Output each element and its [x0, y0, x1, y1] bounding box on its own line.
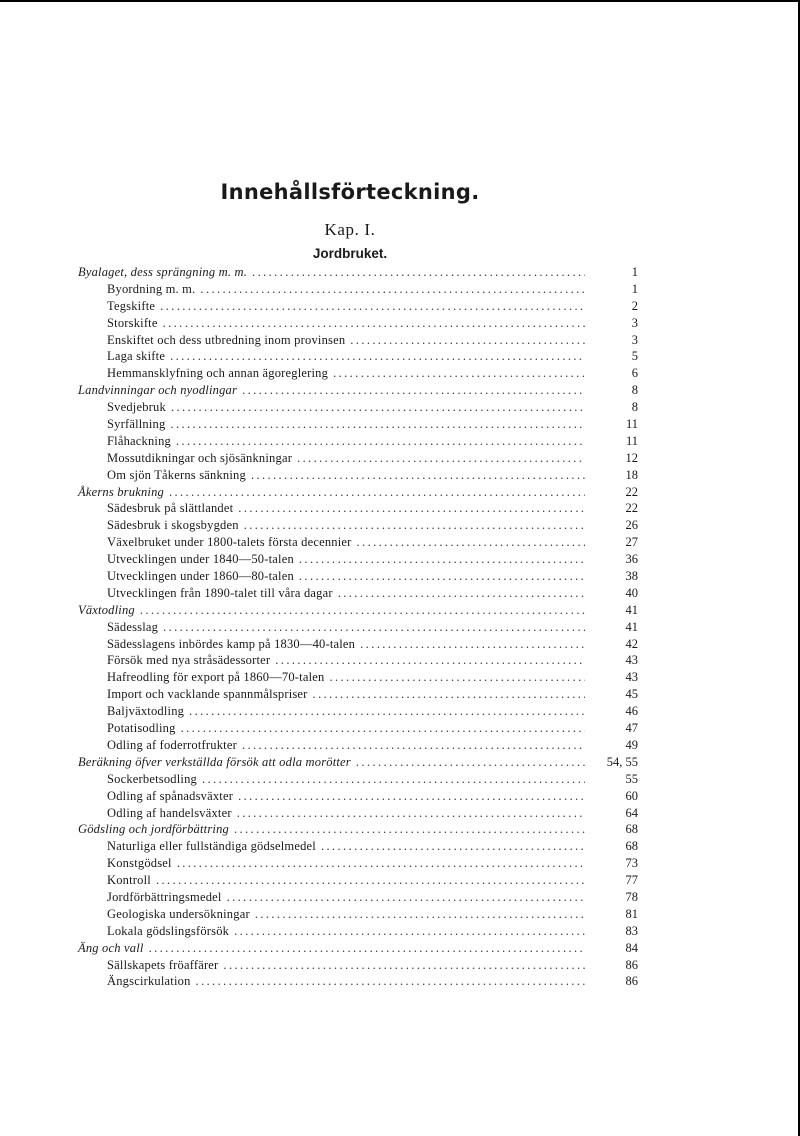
toc-section-entry [78, 754, 638, 771]
toc-entry-title: Odling af handelsväxter [107, 805, 232, 820]
dot-leader [329, 669, 585, 686]
toc-entry-title: Laga skifte [107, 349, 166, 364]
toc-entry [78, 788, 638, 805]
dot-leader [255, 906, 585, 923]
dot-leader [149, 940, 585, 957]
toc-entry-title: Svedjebruk [107, 400, 166, 415]
toc-entry-title: Import och vacklande spannmålspriser [107, 687, 308, 702]
toc-entry [78, 720, 638, 737]
toc-entry-page: 8 [631, 400, 638, 415]
toc-entry [78, 399, 638, 416]
toc-entry-title: Geologiska undersökningar [107, 906, 250, 921]
toc-entry-title: Landvinningar och nyodlingar [78, 383, 238, 398]
dot-leader [313, 686, 585, 703]
toc-entry-page: 22 [625, 484, 638, 499]
chapter-heading: Kap. I. [324, 220, 376, 239]
toc-entry-page: 55 [625, 771, 638, 786]
toc-entry-title: Hafreodling för export på 1860—70-talen [107, 670, 325, 685]
toc-entry [78, 889, 638, 906]
toc-entry [78, 517, 638, 534]
toc-entry-page: 64 [625, 805, 638, 820]
toc-entry-title: Byordning m. m. [107, 281, 196, 296]
toc-section-entry [78, 264, 638, 281]
toc-entry-page: 40 [625, 585, 638, 600]
dot-leader [252, 264, 585, 281]
toc-entry-page: 86 [625, 957, 638, 972]
toc-entry-page: 41 [625, 619, 638, 634]
dot-leader [177, 855, 585, 872]
toc-entry-title: Sädesslag [107, 619, 159, 634]
dot-leader [356, 754, 585, 771]
toc-entry [78, 957, 638, 974]
dot-leader [238, 500, 585, 517]
dot-leader [160, 298, 585, 315]
toc-entry-title: Hemmansklyfning och annan ägoreglering [107, 366, 329, 381]
toc-entry-title: Byalaget, dess sprängning m. m. [78, 265, 248, 279]
dot-leader [163, 619, 585, 636]
toc-entry-title: Tegskifte [107, 298, 156, 313]
dot-leader [242, 382, 585, 399]
toc-entry-page: 1 [631, 265, 638, 279]
dot-leader [242, 737, 585, 754]
toc-section-entry [78, 382, 638, 399]
toc-entry-page: 54, 55 [606, 754, 638, 769]
dot-leader [338, 585, 585, 602]
toc-entry [78, 450, 638, 467]
toc-entry-page: 43 [625, 670, 638, 685]
toc-entry-page: 45 [625, 687, 638, 702]
toc-entry-title: Konstgödsel [107, 856, 172, 871]
toc-entry-title: Sädesslagens inbördes kamp på 1830—40-talen [107, 636, 356, 651]
toc-entry-page: 11 [625, 417, 638, 432]
toc-entry [78, 534, 638, 551]
toc-entry-title: Storskifte [107, 315, 158, 330]
toc-entry-page: 46 [625, 704, 638, 719]
toc-entry-title: Potatisodling [107, 721, 176, 736]
dot-leader [200, 281, 585, 298]
toc-entry-page: 6 [631, 366, 638, 381]
dot-leader [299, 568, 585, 585]
toc-entry-page: 5 [631, 349, 638, 364]
dot-leader [171, 399, 585, 416]
toc-section-entry [78, 484, 638, 501]
dot-leader [170, 416, 585, 433]
dot-leader [156, 872, 585, 889]
dot-leader [140, 602, 585, 619]
page-edge-top [0, 0, 800, 2]
dot-leader [357, 534, 585, 551]
toc-entry-page: 60 [625, 788, 638, 803]
toc-entry-title: Enskiftet och dess utbredning inom provinsen [107, 332, 346, 347]
dot-leader [275, 652, 585, 669]
dot-leader [360, 636, 585, 653]
toc-entry-page: 49 [625, 737, 638, 752]
toc-entry [78, 652, 638, 669]
toc-entry-page: 86 [625, 974, 638, 989]
table-of-contents [78, 264, 638, 990]
toc-entry [78, 568, 638, 585]
toc-entry-page: 77 [625, 873, 638, 888]
toc-entry-page: 41 [625, 602, 638, 617]
toc-entry [78, 973, 638, 990]
toc-entry [78, 365, 638, 382]
dot-leader [176, 433, 585, 450]
toc-entry-title: Beräkning öfver verkställda försök att odla morötter [78, 754, 351, 769]
toc-entry-page: 36 [625, 552, 638, 567]
dot-leader [244, 517, 585, 534]
toc-entry [78, 872, 638, 889]
dot-leader [321, 838, 585, 855]
toc-entry [78, 771, 638, 788]
toc-entry-title: Utvecklingen under 1840—50-talen [107, 552, 294, 567]
section-heading: Jordbruket. [312, 246, 388, 261]
toc-entry-title: Sädesbruk på slättlandet [107, 501, 234, 516]
toc-entry [78, 332, 638, 349]
toc-entry [78, 906, 638, 923]
toc-entry-title: Odling af foderrotfrukter [107, 737, 237, 752]
dot-leader [297, 450, 585, 467]
toc-section-entry [78, 940, 638, 957]
toc-entry [78, 636, 638, 653]
toc-entry-page: 73 [625, 856, 638, 871]
toc-entry-title: Försök med nya stråsädessorter [107, 653, 271, 668]
toc-entry-page: 47 [625, 721, 638, 736]
dot-leader [223, 957, 585, 974]
toc-entry-page: 18 [625, 467, 638, 482]
toc-entry-title: Växtodling [78, 602, 135, 617]
toc-entry-page: 3 [631, 315, 638, 330]
toc-entry-title: Ängscirkulation [107, 974, 191, 989]
toc-entry-title: Syrfällning [107, 417, 166, 432]
toc-entry-page: 84 [625, 940, 638, 955]
toc-entry [78, 416, 638, 433]
toc-entry-page: 78 [625, 889, 638, 904]
toc-entry-title: Lokala gödslingsförsök [107, 923, 230, 938]
toc-entry-page: 22 [625, 501, 638, 516]
dot-leader [181, 720, 585, 737]
toc-entry [78, 923, 638, 940]
toc-section-entry [78, 602, 638, 619]
toc-entry-page: 3 [631, 332, 638, 347]
page-title: Innehållsförteckning. [220, 180, 480, 204]
toc-entry [78, 855, 638, 872]
toc-entry-page: 68 [625, 822, 638, 837]
dot-leader [251, 467, 585, 484]
toc-entry-title: Kontroll [107, 873, 151, 888]
toc-entry-page: 83 [625, 923, 638, 938]
toc-entry-page: 2 [631, 298, 638, 313]
toc-entry [78, 298, 638, 315]
dot-leader [237, 805, 585, 822]
dot-leader [234, 821, 585, 838]
toc-entry-page: 38 [625, 569, 638, 584]
toc-entry-title: Åkerns brukning [78, 484, 164, 499]
toc-entry [78, 433, 638, 450]
toc-entry-page: 81 [625, 906, 638, 921]
toc-entry [78, 737, 638, 754]
toc-entry [78, 619, 638, 636]
dot-leader [227, 889, 585, 906]
dot-leader [202, 771, 585, 788]
toc-entry-page: 26 [625, 518, 638, 533]
toc-entry-page: 1 [631, 281, 638, 296]
toc-entry-title: Växelbruket under 1800-talets första decennier [107, 535, 352, 550]
toc-entry-title: Sällskapets fröaffärer [107, 957, 219, 972]
toc-entry-title: Om sjön Tåkerns sänkning [107, 467, 246, 482]
toc-entry-page: 12 [625, 450, 638, 465]
toc-entry [78, 467, 638, 484]
toc-entry [78, 500, 638, 517]
toc-entry [78, 686, 638, 703]
toc-entry-page: 27 [625, 535, 638, 550]
dot-leader [234, 923, 585, 940]
toc-entry-page: 43 [625, 653, 638, 668]
toc-entry [78, 805, 638, 822]
toc-entry-title: Sädesbruk i skogsbygden [107, 518, 239, 533]
toc-entry-title: Utvecklingen från 1890-talet till våra dagar [107, 585, 333, 600]
toc-entry-title: Utvecklingen under 1860—80-talen [107, 569, 294, 584]
toc-entry [78, 838, 638, 855]
dot-leader [350, 332, 585, 349]
toc-entry-page: 68 [625, 839, 638, 854]
toc-entry-page: 42 [625, 636, 638, 651]
toc-entry-page: 11 [625, 433, 638, 448]
toc-entry [78, 315, 638, 332]
toc-entry-title: Jordförbättringsmedel [107, 889, 222, 904]
toc-entry [78, 585, 638, 602]
dot-leader [163, 315, 585, 332]
toc-entry-title: Baljväxtodling [107, 704, 185, 719]
toc-entry-title: Äng och vall [78, 940, 144, 955]
dot-leader [196, 973, 585, 990]
toc-entry-title: Sockerbetsodling [107, 771, 197, 786]
toc-entry-title: Naturliga eller fullständiga gödselmedel [107, 839, 316, 854]
toc-entry-title: Gödsling och jordförbättring [78, 822, 229, 837]
dot-leader [333, 365, 585, 382]
dot-leader [189, 703, 585, 720]
toc-entry [78, 348, 638, 365]
dot-leader [238, 788, 585, 805]
toc-entry-title: Mossutdikningar och sjösänkningar [107, 450, 293, 465]
toc-section-entry [78, 821, 638, 838]
toc-entry-title: Flåhackning [107, 433, 171, 448]
dot-leader [169, 484, 585, 501]
toc-entry-page: 8 [631, 383, 638, 398]
toc-entry [78, 551, 638, 568]
dot-leader [299, 551, 585, 568]
dot-leader [170, 348, 585, 365]
toc-entry [78, 703, 638, 720]
toc-entry [78, 281, 638, 298]
toc-entry [78, 669, 638, 686]
toc-entry-title: Odling af spånadsväxter [107, 788, 234, 803]
